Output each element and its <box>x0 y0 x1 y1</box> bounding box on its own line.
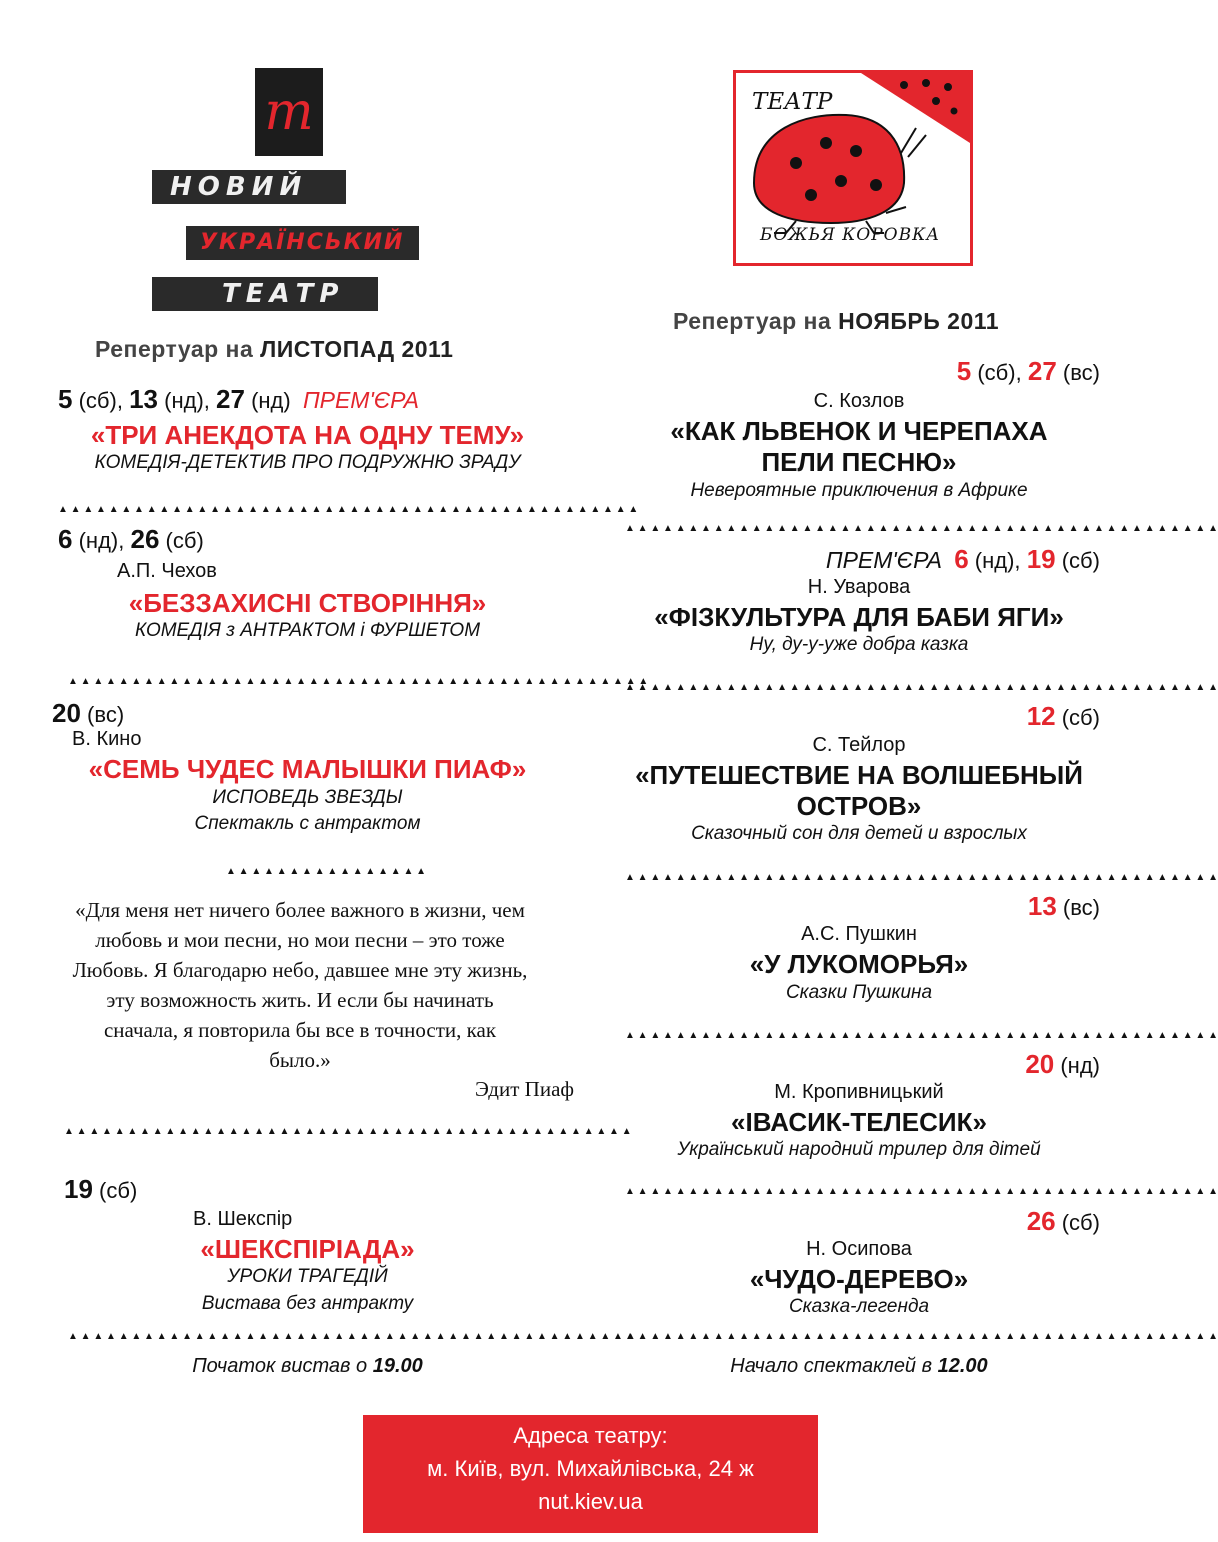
left-show3-dates: 20 (вс) <box>52 698 125 728</box>
logo-letter-text: т <box>264 82 314 142</box>
right-show6-author: Н. Осипова <box>806 1238 912 1260</box>
right-show3-author: С. Тейлор <box>812 734 906 756</box>
left-show4-subtitle1: УРОКИ ТРАГЕДІЙ <box>227 1266 388 1287</box>
left-start-time: Початок вистав о 19.00 <box>192 1355 423 1377</box>
piaf-quote: «Для меня нет ничего более важного в жизни, чем любовь и мои песни, но мои песни – это тоже Любовь. Я благодарю небо, давшее мне эту жизнь, эту возможность жить. И если бы начинать сначала, я повторила бы все в точности, как было.» <box>72 898 528 1072</box>
divider: ▲ ▲ ▲ ▲ ▲ ▲ ▲ ▲ ▲ ▲ ▲ ▲ ▲ ▲ ▲ ▲ ▲ ▲ ▲ ▲ ▲ ▲ ▲ ▲ ▲ ▲ ▲ ▲ ▲ ▲ ▲ ▲ ▲ ▲ ▲ ▲ ▲ ▲ ▲ ▲ ▲ ▲ ▲ ▲ ▲ ▲ ▲ <box>625 1331 1218 1342</box>
right-show6-dates: 26 (сб) <box>1026 1206 1100 1236</box>
right-show3-title2: ОСТРОВ» <box>796 791 922 821</box>
premiere-label: ПРЕМ'ЄРА <box>825 547 942 573</box>
theatre-logo-letter <box>255 68 323 156</box>
left-repertoire-heading <box>95 336 453 363</box>
ladybug-logo-top: ТЕАТР <box>752 89 833 115</box>
left-show3-subtitle2: Спектакль с антрактом <box>194 813 421 834</box>
left-show2-title: «БЕЗЗАХИСНІ СТВОРІННЯ» <box>128 588 487 618</box>
right-show2-subtitle: Ну, ду-у-уже добра казка <box>749 634 969 655</box>
right-show3-title1: «ПУТЕШЕСТВИЕ НА ВОЛШЕБНЫЙ <box>635 760 1083 790</box>
divider: ▲ ▲ ▲ ▲ ▲ ▲ ▲ ▲ ▲ ▲ ▲ ▲ ▲ ▲ ▲ ▲ ▲ ▲ ▲ ▲ ▲ ▲ ▲ ▲ ▲ ▲ ▲ ▲ ▲ ▲ ▲ ▲ ▲ ▲ ▲ ▲ ▲ ▲ ▲ ▲ ▲ ▲ ▲ ▲ ▲ <box>68 1331 636 1342</box>
divider: ▲ ▲ ▲ ▲ ▲ ▲ ▲ ▲ ▲ ▲ ▲ ▲ ▲ ▲ ▲ ▲ ▲ ▲ ▲ ▲ ▲ ▲ ▲ ▲ ▲ ▲ ▲ ▲ ▲ ▲ ▲ ▲ ▲ ▲ ▲ ▲ ▲ ▲ ▲ ▲ ▲ ▲ ▲ ▲ ▲ ▲ ▲ <box>625 1186 1218 1197</box>
theatre-address-box <box>363 1415 818 1533</box>
right-show2-dates: ПРЕМ'ЄРА 6 (нд), 19 (сб) <box>825 544 1100 574</box>
logo-line-teatr: ТЕАТР <box>152 277 378 311</box>
address-label: Адреса театру: <box>513 1423 668 1448</box>
right-show3-subtitle: Сказочный сон для детей и взрослых <box>691 823 1027 844</box>
divider: ▲ ▲ ▲ ▲ ▲ ▲ ▲ ▲ ▲ ▲ ▲ ▲ ▲ ▲ ▲ ▲ ▲ ▲ ▲ ▲ ▲ ▲ ▲ ▲ ▲ ▲ ▲ ▲ ▲ ▲ ▲ ▲ ▲ ▲ ▲ ▲ ▲ ▲ ▲ ▲ ▲ ▲ ▲ ▲ ▲ ▲ ▲ <box>625 523 1218 534</box>
left-show3-title: «СЕМЬ ЧУДЕС МАЛЫШКИ ПИАФ» <box>88 754 527 784</box>
divider: ▲ ▲ ▲ ▲ ▲ ▲ ▲ ▲ ▲ ▲ ▲ ▲ ▲ ▲ ▲ ▲ ▲ ▲ ▲ ▲ ▲ ▲ ▲ ▲ ▲ ▲ ▲ ▲ ▲ ▲ ▲ ▲ ▲ ▲ ▲ ▲ ▲ ▲ ▲ ▲ ▲ ▲ ▲ ▲ ▲ ▲ ▲ <box>625 872 1218 883</box>
left-show4-title: «ШЕКСПІРІАДА» <box>200 1234 415 1264</box>
left-show3-subtitle1: ИСПОВЕДЬ ЗВЕЗДЫ <box>212 787 403 808</box>
divider: ▲ ▲ ▲ ▲ ▲ ▲ ▲ ▲ ▲ ▲ ▲ ▲ ▲ ▲ ▲ ▲ ▲ ▲ ▲ ▲ ▲ ▲ ▲ ▲ ▲ ▲ ▲ ▲ ▲ ▲ ▲ ▲ ▲ ▲ ▲ ▲ ▲ ▲ ▲ ▲ ▲ ▲ ▲ ▲ ▲ ▲ <box>68 676 649 687</box>
right-show2-author: Н. Уварова <box>807 576 911 598</box>
right-show5-title: «ІВАСИК-ТЕЛЕСИК» <box>731 1107 987 1137</box>
left-show2-dates: 6 (нд), 26 (сб) <box>58 524 204 554</box>
right-show4-subtitle: Сказки Пушкина <box>785 982 933 1003</box>
right-show4-dates: 13 (вс) <box>1027 891 1100 921</box>
right-show5-author: М. Кропивницький <box>774 1081 944 1103</box>
premiere-label: ПРЕМ'ЄРА <box>302 387 420 413</box>
left-show4-subtitle2: Вистава без антракту <box>201 1293 414 1314</box>
heading-prefix: Репертуар на <box>95 336 254 362</box>
logo-line-ukrainskiy: УКРАЇНСЬКИЙ <box>186 226 419 260</box>
right-show1-subtitle: Невероятные приключения в Африке <box>690 480 1028 501</box>
right-show4-author: А.С. Пушкин <box>801 923 917 945</box>
divider: ▲ ▲ ▲ ▲ ▲ ▲ ▲ ▲ ▲ ▲ ▲ ▲ ▲ ▲ ▲ ▲ <box>226 866 427 877</box>
divider: ▲ ▲ ▲ ▲ ▲ ▲ ▲ ▲ ▲ ▲ ▲ ▲ ▲ ▲ ▲ ▲ ▲ ▲ ▲ ▲ ▲ ▲ ▲ ▲ ▲ ▲ ▲ ▲ ▲ ▲ ▲ ▲ ▲ ▲ ▲ ▲ ▲ ▲ ▲ ▲ ▲ ▲ ▲ ▲ ▲ ▲ ▲ <box>625 1030 1218 1041</box>
right-show3-dates: 12 (сб) <box>1026 701 1100 731</box>
right-show5-subtitle: Український народний трилер для дітей <box>677 1139 1041 1160</box>
divider: ▲ ▲ ▲ ▲ ▲ ▲ ▲ ▲ ▲ ▲ ▲ ▲ ▲ ▲ ▲ ▲ ▲ ▲ ▲ ▲ ▲ ▲ ▲ ▲ ▲ ▲ ▲ ▲ ▲ ▲ ▲ ▲ ▲ ▲ ▲ ▲ ▲ ▲ ▲ ▲ ▲ ▲ ▲ ▲ ▲ ▲ ▲ <box>625 682 1218 693</box>
right-show1-title1: «КАК ЛЬВЕНОК И ЧЕРЕПАХА <box>670 416 1048 446</box>
right-show5-dates: 20 (нд) <box>1025 1049 1100 1079</box>
left-show1-title: «ТРИ АНЕКДОТА НА ОДНУ ТЕМУ» <box>90 420 525 450</box>
logo-line-noviy: НОВИЙ <box>152 170 346 204</box>
address-website[interactable]: nut.kiev.ua <box>538 1489 643 1514</box>
heading-month: ЛИСТОПАД 2011 <box>260 336 454 362</box>
right-show1-title2: ПЕЛИ ПЕСНЮ» <box>761 447 957 477</box>
right-show6-subtitle: Сказка-легенда <box>788 1296 930 1317</box>
left-show4-dates: 19 (сб) <box>64 1174 138 1204</box>
right-start-time: Начало спектаклей в 12.00 <box>730 1355 988 1377</box>
right-show2-title: «ФІЗКУЛЬТУРА ДЛЯ БАБИ ЯГИ» <box>654 602 1064 632</box>
right-show4-title: «У ЛУКОМОРЬЯ» <box>749 949 969 979</box>
left-show2-subtitle: КОМЕДІЯ з АНТРАКТОМ і ФУРШЕТОМ <box>134 620 481 641</box>
right-show1-author: С. Козлов <box>813 390 905 412</box>
heading-month: НОЯБРЬ 2011 <box>838 308 1000 334</box>
divider: ▲ ▲ ▲ ▲ ▲ ▲ ▲ ▲ ▲ ▲ ▲ ▲ ▲ ▲ ▲ ▲ ▲ ▲ ▲ ▲ ▲ ▲ ▲ ▲ ▲ ▲ ▲ ▲ ▲ ▲ ▲ ▲ ▲ ▲ ▲ ▲ ▲ ▲ ▲ ▲ ▲ ▲ ▲ ▲ ▲ ▲ <box>58 504 639 515</box>
divider: ▲ ▲ ▲ ▲ ▲ ▲ ▲ ▲ ▲ ▲ ▲ ▲ ▲ ▲ ▲ ▲ ▲ ▲ ▲ ▲ ▲ ▲ ▲ ▲ ▲ ▲ ▲ ▲ ▲ ▲ ▲ ▲ ▲ ▲ ▲ ▲ ▲ ▲ ▲ ▲ ▲ ▲ ▲ ▲ ▲ <box>64 1126 632 1137</box>
left-show1-dates: 5 (сб), 13 (нд), 27 (нд) ПРЕМ'ЄРА <box>58 384 420 414</box>
right-show6-title: «ЧУДО-ДЕРЕВО» <box>749 1264 969 1294</box>
ladybug-logo-bottom: БОЖЬЯ КОРОВКА <box>760 225 941 245</box>
left-show4-author: В. Шекспір <box>193 1208 293 1230</box>
left-show2-author: А.П. Чехов <box>117 560 217 582</box>
quote-author: Эдит Пиаф <box>474 1077 574 1101</box>
left-show3-author: В. Кино <box>72 728 142 750</box>
address-street: м. Київ, вул. Михайлівська, 24 ж <box>427 1456 754 1481</box>
right-repertoire-heading <box>673 308 999 335</box>
right-show1-dates: 5 (сб), 27 (вс) <box>956 356 1100 386</box>
ladybug-theatre-logo <box>733 70 973 266</box>
left-show1-subtitle: КОМЕДІЯ-ДЕТЕКТИВ ПРО ПОДРУЖНЮ ЗРАДУ <box>94 452 521 473</box>
heading-prefix: Репертуар на <box>673 308 832 334</box>
